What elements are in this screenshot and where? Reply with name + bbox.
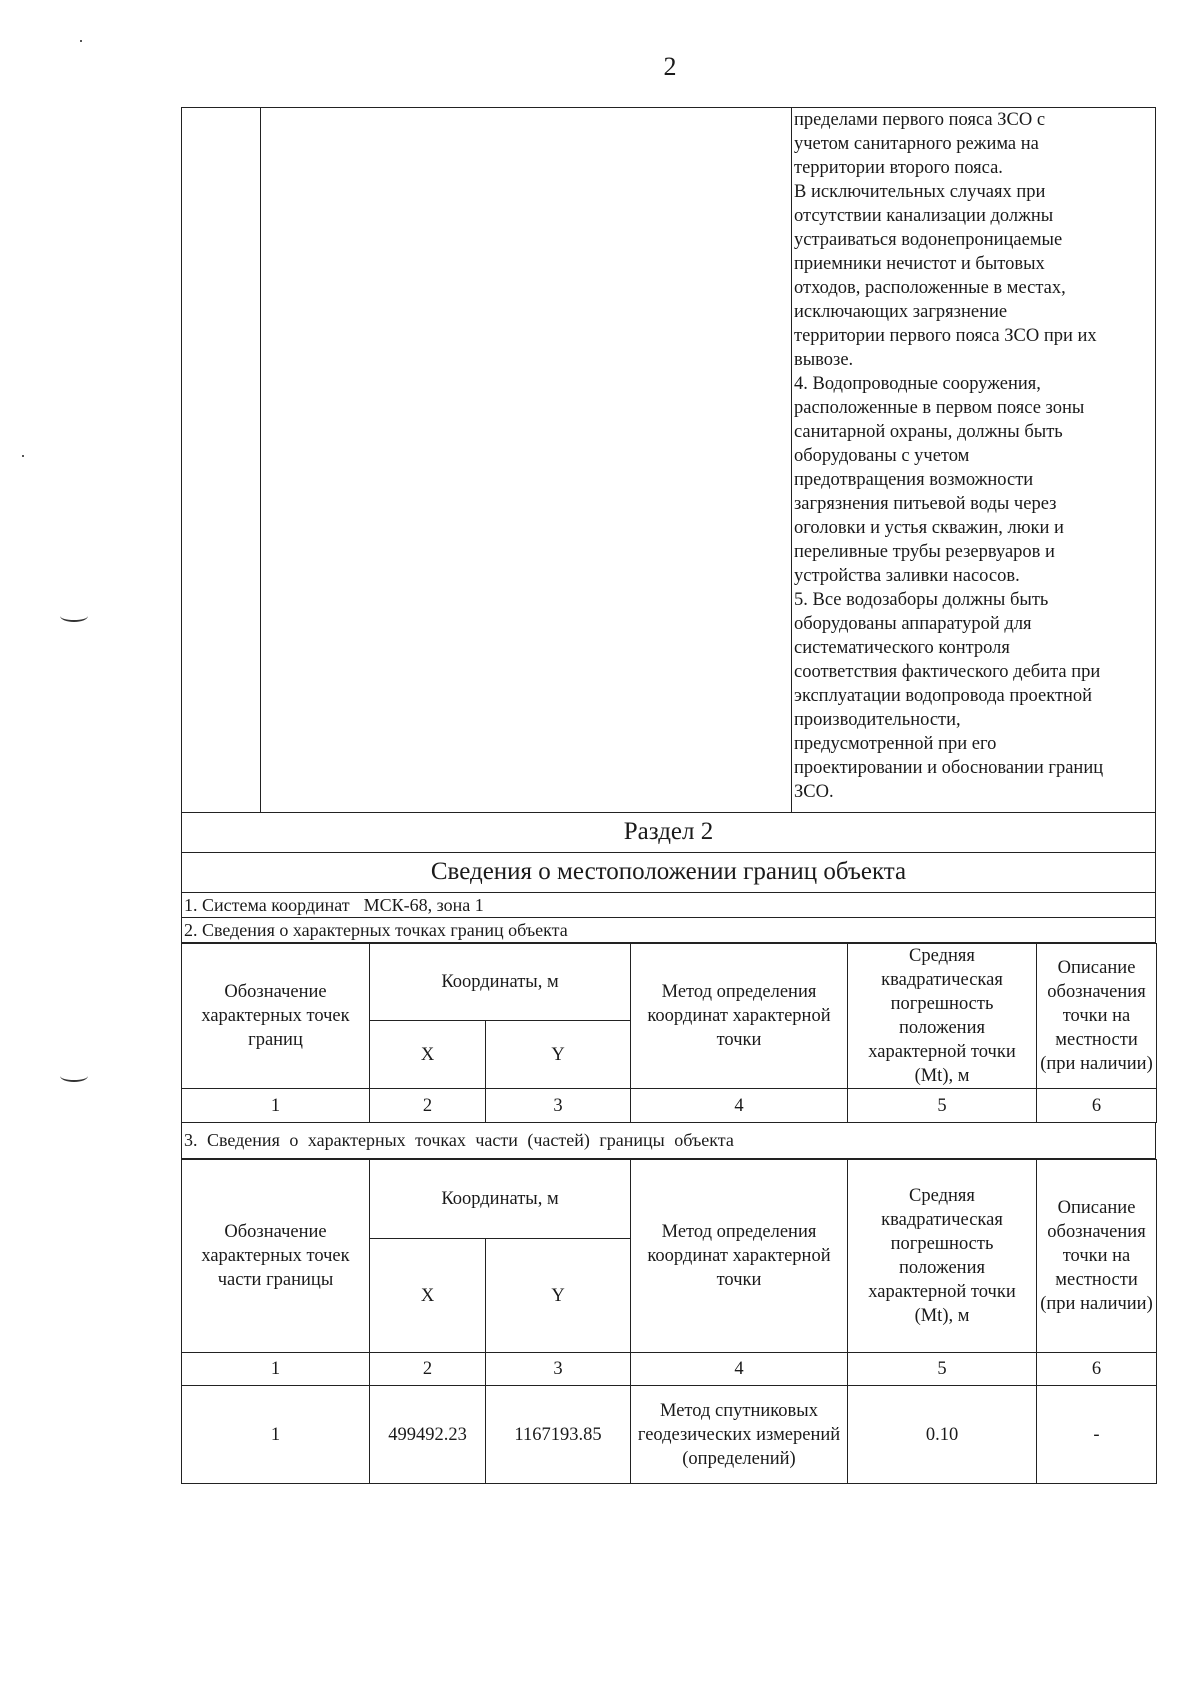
header-coordinates: Координаты, м xyxy=(370,1160,631,1239)
text-line: исключающих загрязнение xyxy=(794,302,1008,322)
text-line: устраиваться водонепроницаемые xyxy=(794,230,1063,250)
text-line: 5. Все водозаборы должны быть xyxy=(794,590,1049,610)
header-method: Метод определения координат характерной точки xyxy=(631,944,848,1089)
col-number: 2 xyxy=(370,1353,486,1386)
text-line: эксплуатации водопровода проектной xyxy=(794,686,1093,706)
page-number: 2 xyxy=(663,52,677,81)
col-number: 1 xyxy=(182,1353,370,1386)
boundary-points-table xyxy=(181,943,1157,1123)
text-line: систематического контроля xyxy=(794,638,1010,658)
text-line: оголовки и устья скважин, люки и xyxy=(794,518,1064,538)
col-number: 3 xyxy=(486,1089,631,1123)
text-line: территории первого пояса ЗСО при их xyxy=(794,326,1097,346)
text-line: учетом санитарного режима на xyxy=(794,134,1039,154)
text-line: производительности, xyxy=(794,710,961,730)
text-line: приемники нечистот и бытовых xyxy=(794,254,1045,274)
header-description: Описание обозначения точки на местности (при наличии) xyxy=(1037,944,1157,1089)
header-description: Описание обозначения точки на местности (при наличии) xyxy=(1037,1160,1157,1353)
coord-system-row xyxy=(181,893,1156,918)
scan-mark xyxy=(60,610,88,622)
col-number: 6 xyxy=(1037,1353,1157,1386)
cell-description: - xyxy=(1037,1386,1157,1484)
text-line: проектировании и обосновании границ xyxy=(794,758,1104,778)
text-line: пределами первого пояса ЗСО с xyxy=(794,110,1046,130)
text-line: загрязнения питьевой воды через xyxy=(794,494,1057,514)
cell-x: 499492.23 xyxy=(370,1386,486,1484)
text-line: отсутствии канализации должны xyxy=(794,206,1054,226)
text-line: территории второго пояса. xyxy=(794,158,1003,178)
text-line: оборудованы с учетом xyxy=(794,446,970,466)
part-points-table xyxy=(181,1159,1157,1484)
header-method: Метод определения координат характерной точки xyxy=(631,1160,848,1353)
header-x: X xyxy=(370,1021,486,1089)
text-line: В исключительных случаях при xyxy=(794,182,1046,202)
text-line: вывозе. xyxy=(794,350,854,370)
header-point-designation: Обозначение характерных точек границ xyxy=(182,944,370,1089)
coord-system-label: 1. Система координат xyxy=(184,895,350,915)
col-number: 6 xyxy=(1037,1089,1157,1123)
scan-dot xyxy=(80,40,82,42)
header-error: Средняя квадратическая погрешность положения характерной точки (Mt), м xyxy=(848,944,1037,1089)
cell-method: Метод спутниковых геодезических измерений (определений) xyxy=(631,1386,848,1484)
text-line: отходов, расположенные в местах, xyxy=(794,278,1066,298)
continuation-table xyxy=(181,107,1156,813)
header-y: Y xyxy=(486,1021,631,1089)
text-line: предотвращения возможности xyxy=(794,470,1034,490)
text-line: 4. Водопроводные сооружения, xyxy=(794,374,1041,394)
cell-error: 0.10 xyxy=(848,1386,1037,1484)
text-line: расположенные в первом поясе зоны xyxy=(794,398,1085,418)
header-y: Y xyxy=(486,1239,631,1353)
header-x: X xyxy=(370,1239,486,1353)
requirements-text xyxy=(794,108,1154,804)
header-coordinates: Координаты, м xyxy=(370,944,631,1021)
text-line: ЗСО. xyxy=(794,782,834,802)
points-heading: 2. Сведения о характерных точках границ объекта xyxy=(181,918,1156,943)
text-line: устройства заливки насосов. xyxy=(794,566,1020,586)
text-line: санитарной охраны, должны быть xyxy=(794,422,1063,442)
text-line: соответствия фактического дебита при xyxy=(794,662,1101,682)
header-point-designation: Обозначение характерных точек части границы xyxy=(182,1160,370,1353)
section-title: Раздел 2 xyxy=(181,813,1156,853)
col-number: 3 xyxy=(486,1353,631,1386)
coord-system-value: МСК-68, зона 1 xyxy=(363,895,484,915)
col-number: 1 xyxy=(182,1089,370,1123)
col-number: 4 xyxy=(631,1089,848,1123)
text-line: оборудованы аппаратурой для xyxy=(794,614,1032,634)
col-number: 5 xyxy=(848,1089,1037,1123)
table-row xyxy=(182,1386,1157,1484)
section-subtitle: Сведения о местоположении границ объекта xyxy=(181,853,1156,893)
text-line: переливные трубы резервуаров и xyxy=(794,542,1055,562)
scan-mark xyxy=(60,1070,88,1082)
parts-heading: 3. Сведения о характерных точках части (частей) границы объекта xyxy=(181,1122,1156,1159)
col-number: 2 xyxy=(370,1089,486,1123)
cell-point: 1 xyxy=(182,1386,370,1484)
col-number: 4 xyxy=(631,1353,848,1386)
text-line: предусмотренной при его xyxy=(794,734,997,754)
col-number: 5 xyxy=(848,1353,1037,1386)
cell-y: 1167193.85 xyxy=(486,1386,631,1484)
header-error: Средняя квадратическая погрешность положения характерной точки (Mt), м xyxy=(848,1160,1037,1353)
scan-dot xyxy=(22,455,24,457)
